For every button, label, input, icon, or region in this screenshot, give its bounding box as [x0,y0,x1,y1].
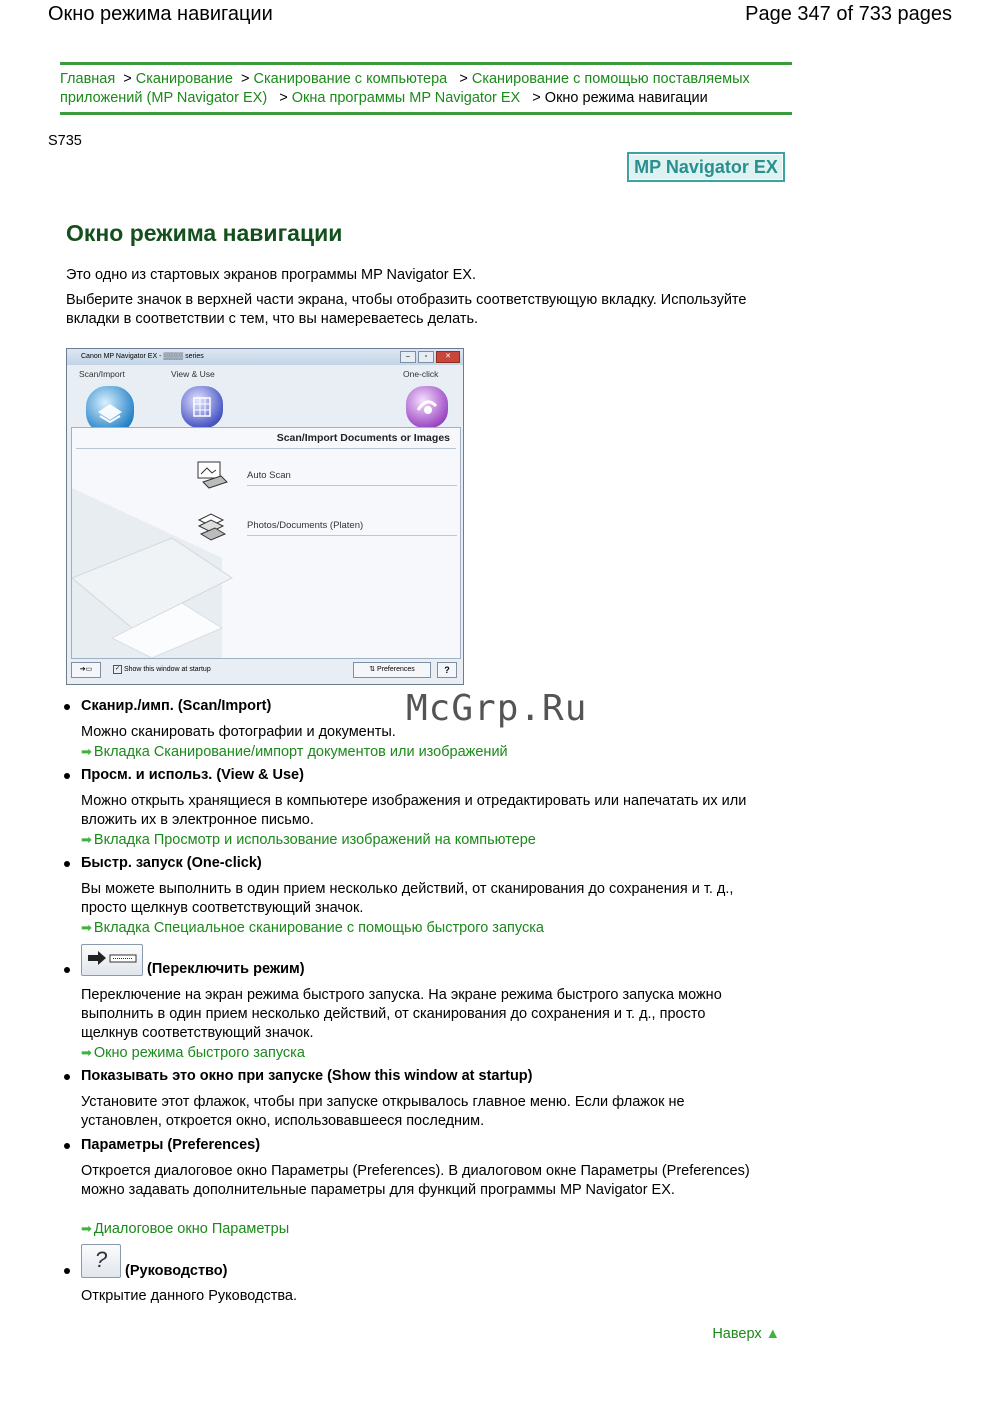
one-click-icon [403,383,451,431]
option-photos-documents [247,520,457,536]
window-title: Canon MP Navigator EX - ▒▒▒▒ series [81,353,204,360]
breadcrumb: Главная > Сканирование > Сканирование с компьютера > Сканирование с помощью поставляемых приложений (MP Navigator EX) > Окна программы MP Navigator EX > Окно режима навигации [60,62,792,115]
item-preferences-desc: Откроется диалоговое окно Параметры (Preferences). В диалоговом окне Параметры (Preferences) можно задавать дополнительные параметры для функций программы MP Navigator EX. [81,1163,750,1198]
page-counter: Page 347 of 733 pages [745,3,952,25]
switch-mode-button-icon [81,944,143,976]
back-to-top-link[interactable]: Наверх ▲ [712,1326,780,1342]
breadcrumb-link-scan-apps[interactable]: Сканирование с помощью поставляемых приложений (MP Navigator EX) [60,71,750,106]
intro-line-1: Это одно из стартовых экранов программы MP Navigator EX. [66,267,476,283]
scanner-illustration [72,468,252,658]
breadcrumb-current: Окно режима навигации [544,90,708,106]
link-one-click-window[interactable]: Окно режима быстрого запуска [93,1045,305,1061]
arrow-icon: ➡ [81,1221,92,1236]
mp-navigator-logo: MP Navigator EX [627,152,785,182]
item-switch-mode-title: (Переключить режим) [147,961,305,977]
view-use-icon [178,383,226,431]
link-view-use-tab[interactable]: Вкладка Просмотр и использование изображений на компьютере [93,832,536,848]
item-show-window-title: Показывать это окно при запуске (Show this window at startup) [81,1068,533,1084]
item-one-click-desc: Вы можете выполнить в один прием несколько действий, от сканирования до сохранения и т. д., просто щелкнув соответствующий значок. [81,881,734,916]
photos-documents-label: Photos/Documents (Platen) [247,520,364,531]
photos-documents-icon [195,510,229,542]
window-bottom-bar [71,661,459,679]
arrow-icon: ➡ [81,920,92,935]
help-question-icon: ? [81,1244,121,1278]
auto-scan-label: Auto Scan [247,470,291,481]
breadcrumb-link-home[interactable]: Главная [60,71,116,87]
item-help-title: (Руководство) [125,1263,228,1279]
tab-scan-import-label: Scan/Import [79,369,125,379]
window-titlebar [67,349,463,365]
link-scan-import-tab[interactable]: Вкладка Сканирование/импорт документов или изображений [93,744,508,760]
switch-mode-icon: ➔▭ [71,662,101,678]
show-window-checkbox: ✓ [114,665,121,672]
item-help-desc: Открытие данного Руководства. [81,1288,298,1304]
item-switch-mode-desc: Переключение на экран режима быстрого запуска. На экране режима быстрого запуска можно выполнить в один прием несколько действий, от сканирования до сохранения и т. д., просто щелкнув соответствующий значок. [81,987,722,1041]
app-screenshot [66,348,464,685]
tab-one-click-label: One-click [403,369,439,379]
arrow-icon: ➡ [81,744,92,759]
maximize-icon: ▫ [418,351,434,363]
up-arrow-icon: ▲ [765,1326,780,1342]
tab-view-use-label: View & Use [171,369,215,379]
scan-import-panel [71,427,461,659]
document-title: Окно режима навигации [48,3,273,25]
option-auto-scan [247,470,457,486]
breadcrumb-link-navigator-windows[interactable]: Окна программы MP Navigator EX [291,90,521,106]
item-preferences-title: Параметры (Preferences) [81,1137,261,1153]
close-icon: ✕ [436,351,460,363]
watermark: McGrp.Ru [406,688,588,729]
link-one-click-tab[interactable]: Вкладка Специальное сканирование с помощью быстрого запуска [93,920,544,936]
breadcrumb-link-scanning[interactable]: Сканирование [135,71,233,87]
show-window-label: Show this window at startup [123,666,211,673]
item-scan-import-title: Сканир./имп. (Scan/Import) [81,698,272,714]
minimize-icon: – [400,351,416,363]
item-show-window-desc: Установите этот флажок, чтобы при запуске открывалось главное меню. Если флажок не установлен, откроется окно, использовавшееся последним. [81,1094,685,1129]
help-button: ? [437,662,457,678]
item-scan-import-desc: Можно сканировать фотографии и документы. [81,724,396,740]
preferences-button: ⇅ Preferences [353,662,431,678]
auto-scan-icon [195,460,229,492]
model-label: S735 [48,133,82,149]
item-view-use-desc: Можно открыть хранящиеся в компьютере изображения и отредактировать или напечатать их или вложить их в электронное письмо. [81,793,747,828]
intro-line-2: Выберите значок в верхней части экрана, чтобы отобразить соответствующую вкладку. Используйте вкладки в соответствии с тем, что вы намереваетесь делать. [66,292,747,327]
item-one-click-title: Быстр. запуск (One-click) [81,855,262,871]
item-view-use-title: Просм. и использ. (View & Use) [81,767,304,783]
breadcrumb-link-scan-from-computer[interactable]: Сканирование с компьютера [253,71,448,87]
arrow-icon: ➡ [81,832,92,847]
panel-header: Scan/Import Documents or Images [276,432,450,444]
page-title: Окно режима навигации [66,220,343,246]
arrow-icon: ➡ [81,1045,92,1060]
link-preferences-dialog[interactable]: Диалоговое окно Параметры [93,1221,290,1237]
